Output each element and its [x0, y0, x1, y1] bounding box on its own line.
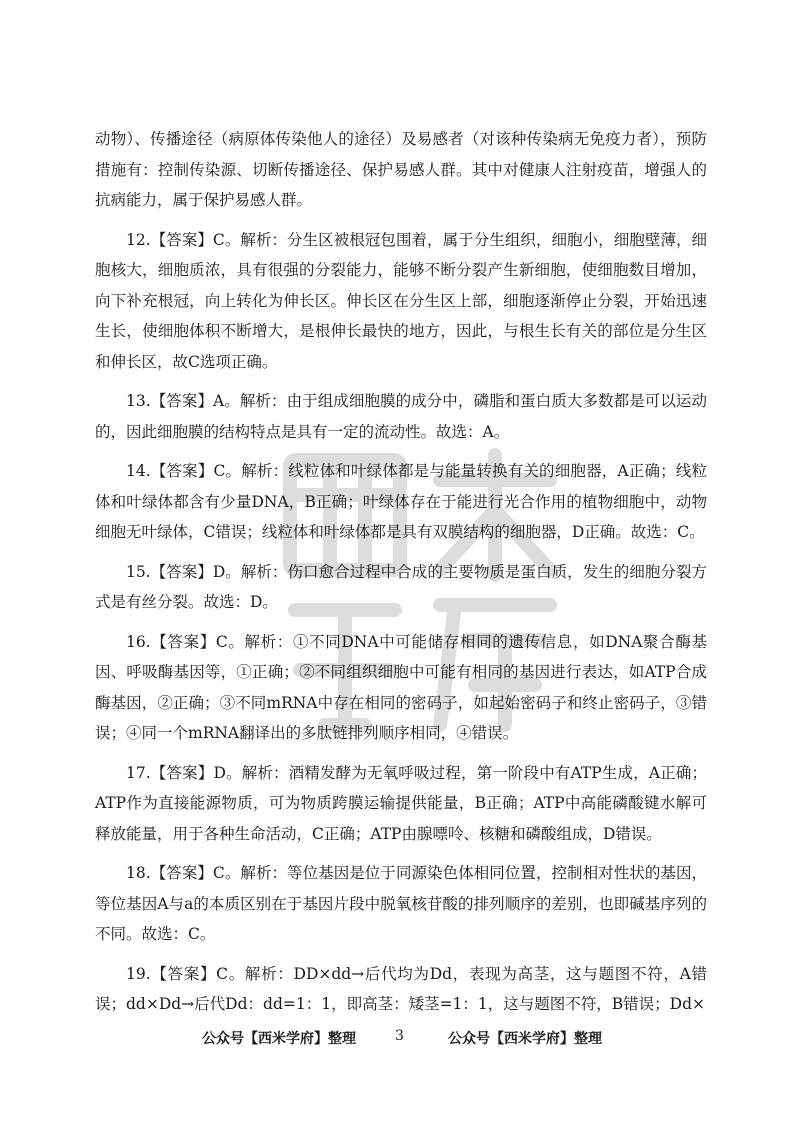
document-body	[95, 124, 707, 1029]
answer-15: 15.【答案】D。解析：伤口愈合过程中合成的主要物质是蛋白质，发生的细胞分裂方式是有丝分裂。故选：D。	[95, 562, 707, 611]
answer-12: 12.【答案】C。解析：分生区被根冠包围着，属于分生组织，细胞小，细胞壁薄，细胞核大，细胞质浓，具有很强的分裂能力，能够不断分裂产生新细胞，使细胞数目增加，向下补充根冠，向上转化为伸长区。伸长区在分生区上部，细胞逐渐停止分裂，开始迅速生长，使细胞体积不断增大，是根伸长最快的地方，因此，与根生长有关的部位是分生区和伸长区，故C选项正确。	[95, 230, 707, 371]
footer-left-note: 公众号【西米学府】整理	[202, 1031, 356, 1047]
answer-14: 14.【答案】C。解析：线粒体和叶绿体都是与能量转换有关的细胞器，A正确；线粒体和叶绿体都含有少量DNA，B正确；叶绿体存在于能进行光合作用的植物细胞中，动物细胞无叶绿体，C错误；线粒体和叶绿体都是具有双膜结构的细胞器，D正确。故选：C。	[95, 462, 707, 541]
paragraph-continuation: 动物）、传播途径（病原体传染他人的途径）及易感者（对该种传染病无免疫力者），预防措施有：控制传染源、切断传播途径、保护易感人群。其中对健康人注射疫苗，增强人的抗病能力，属于保护易感人群。	[95, 130, 707, 209]
page-footer	[0, 1028, 800, 1052]
answer-17: 17.【答案】D。解析：酒精发酵为无氧呼吸过程，第一阶段中有ATP生成，A正确；ATP作为直接能源物质，可为物质跨膜运输提供能量，B正确；ATP中高能磷酸键水解可释放能量，用于各种生命活动，C正确；ATP由腺嘌呤、核糖和磷酸组成，D错误。	[95, 763, 707, 843]
footer-right-note: 公众号【西米学府】整理	[448, 1031, 602, 1047]
answer-16: 16.【答案】C。解析：①不同DNA中可能储存相同的遗传信息，如DNA聚合酶基因、呼吸酶基因等，①正确；②不同组织细胞中可能有相同的基因进行表达，如ATP合成酶基因，②正确；③不同mRNA中存在相同的密码子，如起始密码子和终止密码子，③错误；④同一个mRNA翻译出的多肽链排列顺序相同，④错误。	[95, 632, 707, 742]
answer-18: 18.【答案】C。解析：等位基因是位于同源染色体相同位置，控制相对性状的基因，等位基因A与a的本质区别在于基因片段中脱氧核苷酸的排列顺序的差别，也即碱基序列的不同。故选：C。	[95, 864, 707, 943]
answer-13: 13.【答案】A。解析：由于组成细胞膜的成分中，磷脂和蛋白质大多数都是可以运动的，因此细胞膜的结构特点是具有一定的流动性。故选：A。	[95, 392, 707, 441]
page-number: 3	[395, 1028, 404, 1044]
answer-19: 19.【答案】C。解析：DD×dd→后代均为Dd，表现为高茎，这与题图不符，A错误；dd×Dd→后代Dd：dd=1：1，即高茎：矮茎=1：1，这与题图不符，B错误；Dd×	[95, 964, 707, 1013]
